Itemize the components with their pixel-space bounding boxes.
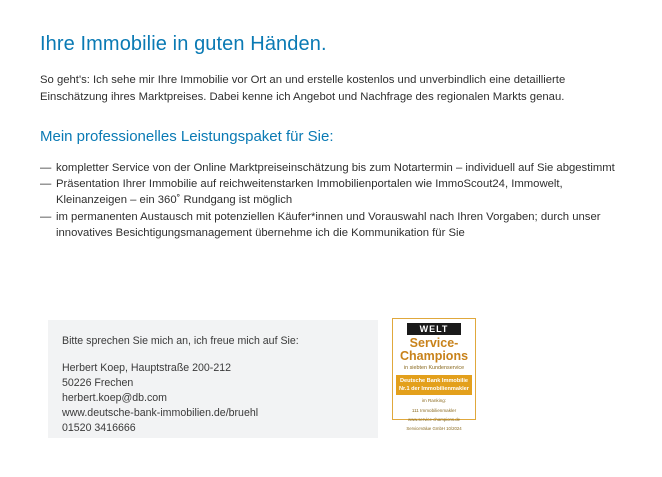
contact-name-address: Herbert Koep, Hauptstraße 200-212: [62, 362, 232, 374]
bullet-dash-icon: —: [40, 162, 52, 174]
intro-paragraph: So geht's: Ich sehe mir Ihre Immobilie vor Ort an und erstelle kostenlos und unverbindlich eine detaillierte Einschätzung ihres Marktpreises. Dabei kenne ich Angebot und Nachfrage des regionalen Markts genau.: [40, 74, 566, 103]
bullet-dash-icon: —: [40, 178, 52, 191]
contact-lead-text: Bitte sprechen Sie mich an, ich freue mich auf Sie:: [62, 335, 299, 347]
seal-award-line1: Deutsche Bank Immobilie: [399, 378, 469, 384]
list-item-text: Präsentation Ihrer Immobilie auf reichweitenstarken Immobilienportalen wie ImmoScout24, Immowelt, Kleinanzeigen – ein 360˚ Rundgang ist möglich: [56, 178, 563, 207]
welt-logo: WELT: [407, 323, 461, 335]
seal-title-line2: Champions: [399, 349, 469, 363]
contact-email[interactable]: herbert.koep@db.com: [62, 392, 167, 404]
list-item-text: kompletter Service von der Online Marktpreiseinschätzung bis zum Notartermin – individuell auf Sie abgestimmt: [56, 162, 615, 174]
seal-footer-line1: im Ranking:: [421, 398, 447, 403]
section-subtitle: Mein professionelles Leistungspaket für Sie:: [40, 128, 334, 145]
contact-website[interactable]: www.deutsche-bank-immobilien.de/bruehl: [62, 407, 259, 419]
seal-subtitle: in siebten Kundenservice: [403, 365, 465, 371]
benefits-list: [40, 160, 620, 241]
seal-footer-line2: 111 Immobilienmakler: [411, 407, 457, 413]
contact-phone: 01520 3416666: [62, 422, 136, 434]
contact-box-content: [48, 320, 378, 436]
seal-award-band: [396, 375, 472, 395]
list-item: [40, 160, 620, 176]
seal-award-line2: Nr.1 der Immobilienmakler: [399, 386, 469, 392]
seal-footer-line4: ServiceValue GmbH 10/2024: [406, 426, 462, 431]
seal-footer-line3: www.service-champions.de: [407, 417, 461, 422]
list-item-text: im permanenten Austausch mit potenziellen Käufer*innen und Vorauswahl nach Ihren Vorgaben; durch unser innovatives Besichtigungsmanagement übernehme ich die Kommunikation für Sie: [56, 210, 601, 239]
list-item: [40, 209, 620, 241]
service-champions-seal: [392, 318, 476, 431]
contact-city: 50226 Frechen: [62, 377, 134, 389]
list-item: [40, 176, 620, 208]
contact-box: [48, 320, 378, 438]
seal-title-line1: Service-: [409, 336, 459, 350]
page-title: Ihre Immobilie in guten Händen.: [40, 33, 327, 55]
bullet-dash-icon: —: [40, 210, 52, 223]
